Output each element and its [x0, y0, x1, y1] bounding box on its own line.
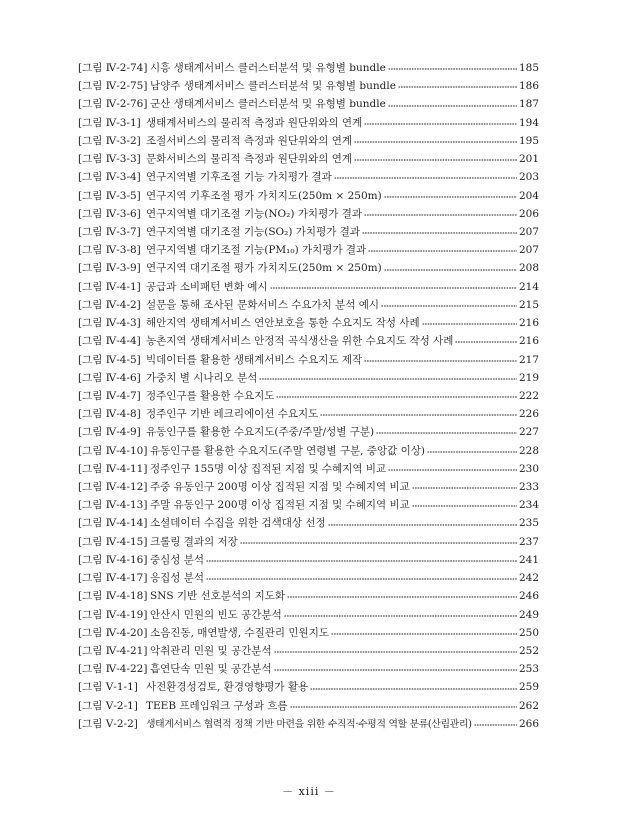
figure-label: [그림 Ⅳ-4-20]	[78, 626, 148, 639]
dot-leader	[354, 159, 517, 162]
page-ref: 195	[519, 134, 540, 147]
toc-entry[interactable]	[78, 168, 539, 186]
figure-label: [그림 Ⅳ-2-76]	[78, 98, 148, 111]
page-ref: 201	[519, 153, 540, 166]
toc-entry[interactable]	[78, 332, 539, 350]
page-ref: 262	[519, 699, 540, 712]
page-ref: 246	[519, 590, 540, 603]
figure-title: 시흥 생태계서비스 클러스터분석 및 유형별 bundle	[150, 62, 386, 74]
toc-entry[interactable]	[78, 387, 539, 405]
page-ref: 207	[519, 225, 540, 238]
toc-entry[interactable]	[78, 405, 539, 423]
toc-entry[interactable]	[78, 642, 539, 660]
figure-title: 농촌지역 생태계서비스 안정적 곡식생산을 위한 수요지도 작성 사례	[146, 335, 454, 348]
figure-title: 생태계서비스의 물리적 측정과 원단위와의 연계	[146, 116, 363, 129]
figure-title: 크롤링 결과의 저장	[150, 535, 238, 548]
figure-label: [그림 Ⅳ-4-19]	[78, 608, 148, 621]
figure-title: 악취관리 민원 및 공간분석	[150, 645, 272, 657]
dot-leader	[412, 505, 517, 508]
dot-leader	[474, 723, 517, 726]
figure-label: [그림 Ⅳ-4-9]	[78, 426, 141, 439]
figure-title: 해안지역 생태계서비스 연안보호을 통한 수요지도 작성 사례	[146, 317, 420, 330]
figure-title: 공급과 소비패턴 변화 예시	[146, 280, 268, 293]
page-number: － xiii －	[282, 785, 336, 798]
dot-leader	[364, 213, 517, 216]
dot-leader	[422, 323, 517, 326]
figure-label: [그림 Ⅳ-4-5]	[78, 353, 141, 366]
figure-label: [그림 Ⅳ-4-4]	[78, 335, 141, 348]
figure-label: [그림 Ⅳ-4-11]	[78, 462, 148, 475]
toc-entry[interactable]	[78, 423, 539, 441]
page-ref: 203	[519, 171, 540, 184]
page-ref: 226	[519, 408, 540, 421]
dot-leader	[384, 195, 517, 198]
toc-entry[interactable]	[78, 314, 539, 332]
page-ref: 187	[519, 98, 540, 111]
page-ref: 235	[519, 517, 540, 530]
figure-label: [그림 Ⅳ-3-2]	[78, 134, 141, 147]
figure-title: 군산 생태계서비스 클러스터분석 및 유형별 bundle	[150, 98, 386, 111]
figure-title: 사전환경성검토, 환경영향평가 활용	[146, 681, 309, 694]
toc-entry[interactable]	[78, 278, 539, 296]
page-ref: 266	[519, 717, 540, 730]
figure-title: 응집성 분석	[150, 572, 205, 585]
toc-entry[interactable]	[78, 624, 539, 642]
page-ref: 237	[519, 535, 540, 548]
figure-label: [그림 Ⅳ-3-6]	[78, 207, 141, 220]
figure-label: [그림 Ⅳ-4-3]	[78, 317, 141, 330]
page-ref: 252	[519, 645, 540, 657]
dot-leader	[259, 377, 517, 380]
toc-entry[interactable]	[78, 496, 539, 514]
figure-title: 생태계서비스 협력적 정책 기반 마련을 위한 수직적·수평적 역할 분류(산림관리)	[146, 718, 472, 730]
figure-title: 정주인구 155명 이상 집적된 지점 및 수혜지역 비교	[150, 462, 387, 475]
figure-title: 주말 유동인구 200명 이상 집적된 지점 및 수혜지역 비교	[150, 499, 410, 512]
dot-leader	[412, 487, 517, 490]
dot-leader	[287, 596, 517, 599]
dot-leader	[240, 541, 517, 544]
figure-label: [그림 Ⅳ-3-4]	[78, 171, 141, 184]
figure-label: [그림 Ⅳ-3-1]	[78, 116, 141, 129]
toc-entry[interactable]	[78, 95, 539, 113]
dot-leader	[284, 614, 517, 617]
toc-entry[interactable]	[78, 660, 539, 678]
page-ref: 185	[519, 62, 540, 74]
figure-label: [그림 Ⅳ-4-6]	[78, 371, 141, 384]
dot-leader	[381, 304, 517, 307]
figure-title: 연구지역별 대기조절 기능(NO₂) 가치평가 결과	[146, 207, 362, 220]
page-ref: 214	[519, 280, 540, 293]
figure-title: 조절서비스의 물리적 측정과 원단위와의 연계	[146, 134, 353, 147]
figure-label: [그림 Ⅳ-4-2]	[78, 298, 141, 311]
dot-leader	[368, 250, 517, 253]
page-ref: 249	[519, 608, 540, 621]
figure-label: [그림 Ⅴ-1-1]	[78, 681, 138, 694]
figure-label: [그림 Ⅳ-2-75]	[78, 80, 148, 93]
dot-leader	[331, 632, 517, 635]
dot-leader	[270, 286, 517, 289]
dot-leader	[206, 560, 517, 563]
page-ref: 186	[519, 80, 540, 93]
page-ref: 241	[519, 553, 540, 566]
figure-title: 설문을 통해 조사된 문화서비스 수요가치 분석 예시	[146, 298, 380, 311]
toc-entry[interactable]	[78, 715, 539, 733]
toc-entry[interactable]	[78, 187, 539, 205]
figure-title: 유동인구를 활용한 수요지도(주말 연령별 구분, 중앙값 이상)	[150, 444, 425, 457]
page-ref: 234	[519, 499, 540, 512]
figure-label: [그림 Ⅳ-4-10]	[78, 444, 148, 457]
dot-leader	[388, 468, 517, 471]
dot-leader	[364, 122, 517, 125]
toc-entry[interactable]	[78, 442, 539, 460]
page-ref: 259	[519, 681, 540, 694]
toc-entry[interactable]	[78, 114, 539, 132]
page-ref: 219	[519, 371, 540, 384]
dot-leader	[274, 651, 517, 654]
figure-title: 주중 유동인구 200명 이상 집적된 지점 및 수혜지역 비교	[150, 481, 410, 494]
toc-entry[interactable]	[78, 587, 539, 605]
figure-label: [그림 Ⅳ-4-1]	[78, 280, 141, 293]
toc-entry[interactable]	[78, 77, 539, 95]
toc-entry[interactable]	[78, 569, 539, 587]
dot-leader	[328, 523, 517, 526]
figure-label: [그림 Ⅳ-4-7]	[78, 389, 141, 402]
dot-leader	[376, 432, 517, 435]
dot-leader	[427, 450, 517, 453]
figure-label: [그림 Ⅳ-4-17]	[78, 572, 148, 585]
figure-title: 가중치 별 시나리오 분석	[146, 371, 258, 384]
figure-title: TEEB 프레임워크 구성과 흐름	[146, 699, 288, 712]
figure-title: 연구지역별 기후조절 기능 가치평가 결과	[146, 171, 332, 184]
page-ref: 206	[519, 207, 540, 220]
page-ref: 207	[519, 244, 540, 257]
figure-title: 소음진동, 매연발생, 수질관리 민원지도	[150, 626, 329, 639]
figure-title: SNS 기반 선호분석의 지도화	[150, 590, 286, 603]
page-ref: 194	[519, 116, 540, 129]
dot-leader	[276, 396, 517, 399]
figure-title: 소셜데이터 수집을 위한 검색대상 선정	[150, 517, 326, 530]
dot-leader	[388, 104, 517, 107]
page-ref: 216	[519, 335, 540, 348]
toc-entry[interactable]	[78, 533, 539, 551]
page-ref: 208	[519, 262, 540, 275]
toc-entry[interactable]	[78, 259, 539, 277]
toc-entry[interactable]	[78, 132, 539, 150]
figure-title: 흡연단속 민원 및 공간분석	[150, 663, 272, 676]
figure-title: 연구지역별 대기조절 기능(SO₂) 가치평가 결과	[146, 225, 360, 238]
page-ref: 217	[519, 353, 540, 366]
figure-label: [그림 Ⅳ-3-9]	[78, 262, 141, 275]
figure-title: 연구지역 대기조절 평가 가치지도(250m × 250m)	[146, 262, 382, 275]
page-ref: 242	[519, 572, 540, 585]
toc-entry[interactable]	[78, 205, 539, 223]
figure-label: [그림 Ⅳ-4-15]	[78, 535, 148, 548]
page-ref: 233	[519, 481, 540, 494]
toc-entry[interactable]	[78, 223, 539, 241]
toc-entry[interactable]	[78, 551, 539, 569]
figure-title: 안산시 민원의 빈도 공간분석	[150, 608, 282, 621]
figure-label: [그림 Ⅳ-4-16]	[78, 553, 148, 566]
figure-title: 정주인구를 활용한 수요지도	[146, 389, 275, 402]
dot-leader	[334, 177, 517, 180]
dot-leader	[310, 687, 517, 690]
toc-entry[interactable]	[78, 514, 539, 532]
figure-title: 연구지역 기후조절 평가 가치지도(250m × 250m)	[146, 189, 382, 202]
list-of-figures	[78, 59, 539, 733]
figure-label: [그림 Ⅳ-3-7]	[78, 225, 141, 238]
figure-label: [그림 Ⅳ-3-8]	[78, 244, 141, 257]
page-ref: 250	[519, 626, 540, 639]
toc-entry[interactable]	[78, 351, 539, 369]
figure-title: 중심성 분석	[150, 553, 205, 566]
dot-leader	[398, 86, 517, 89]
toc-entry[interactable]	[78, 678, 539, 696]
figure-label: [그림 Ⅳ-2-74]	[78, 62, 148, 74]
dot-leader	[274, 669, 517, 672]
dot-leader	[290, 705, 518, 708]
page-ref: 215	[519, 298, 540, 311]
figure-title: 정주인구 기반 레크리에이션 수요지도	[146, 408, 319, 421]
dot-leader	[388, 68, 517, 71]
figure-label: [그림 Ⅳ-4-14]	[78, 517, 148, 530]
toc-entry[interactable]	[78, 59, 539, 77]
dot-leader	[455, 341, 517, 344]
figure-label: [그림 Ⅳ-4-18]	[78, 590, 148, 603]
figure-title: 연구지역별 대기조절 기능(PM₁₀) 가치평가 결과	[146, 244, 367, 257]
dot-leader	[320, 414, 517, 417]
figure-label: [그림 Ⅳ-4-13]	[78, 499, 148, 512]
figure-label: [그림 Ⅳ-3-3]	[78, 153, 141, 166]
page-ref: 204	[519, 189, 540, 202]
figure-title: 유동인구를 활용한 수요지도(주중/주말/성별 구분)	[146, 426, 375, 439]
toc-entry[interactable]	[78, 296, 539, 314]
page-ref: 216	[519, 317, 540, 330]
page-ref: 230	[519, 462, 540, 475]
figure-label: [그림 Ⅳ-4-21]	[78, 645, 148, 657]
figure-label: [그림 Ⅴ-2-2]	[78, 717, 138, 730]
toc-entry[interactable]	[78, 478, 539, 496]
figure-label: [그림 Ⅳ-3-5]	[78, 189, 141, 202]
page-ref: 227	[519, 426, 540, 439]
figure-label: [그림 Ⅳ-4-12]	[78, 481, 148, 494]
toc-entry[interactable]	[78, 606, 539, 624]
figure-title: 문화서비스의 물리적 측정과 원단위와의 연계	[146, 153, 353, 166]
toc-entry[interactable]	[78, 369, 539, 387]
page-ref: 222	[519, 389, 540, 402]
toc-entry[interactable]	[78, 697, 539, 715]
figure-title: 빅데이터를 활용한 생태계서비스 수요지도 제작	[146, 353, 363, 366]
page-ref: 253	[519, 663, 540, 676]
dot-leader	[206, 578, 517, 581]
page-ref: 228	[519, 444, 540, 457]
dot-leader	[362, 232, 517, 235]
figure-label: [그림 Ⅳ-4-8]	[78, 408, 141, 421]
dot-leader	[354, 140, 517, 143]
figure-label: [그림 Ⅳ-4-22]	[78, 663, 148, 676]
toc-entry[interactable]	[78, 150, 539, 168]
toc-entry[interactable]	[78, 241, 539, 259]
figure-title: 남양주 생태계서비스 클러스터분석 및 유형별 bundle	[150, 80, 396, 93]
figure-label: [그림 Ⅴ-2-1]	[78, 699, 138, 712]
dot-leader	[384, 268, 517, 271]
toc-entry[interactable]	[78, 460, 539, 478]
dot-leader	[364, 359, 517, 362]
